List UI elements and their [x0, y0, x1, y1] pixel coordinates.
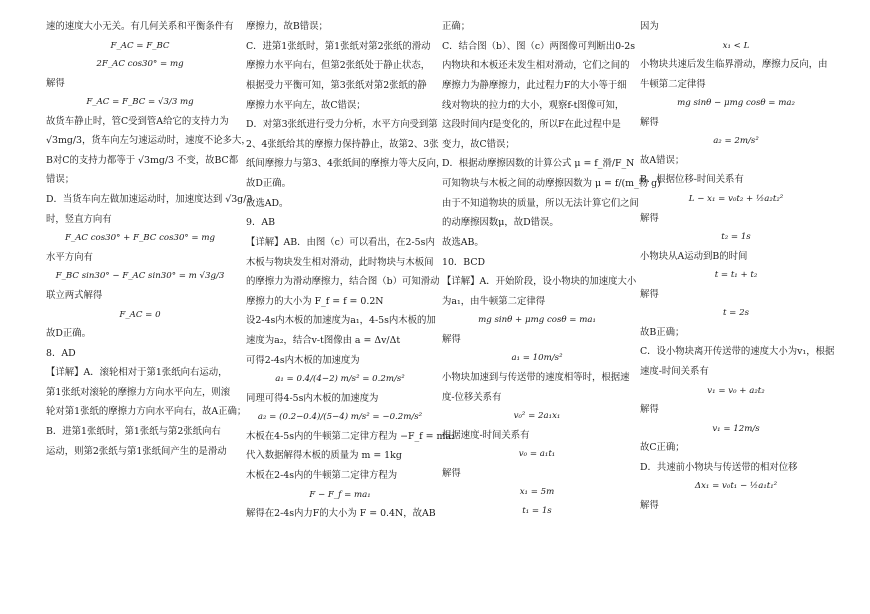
text-line: 的摩擦力为滑动摩擦力，结合图（b）可知滑动: [246, 276, 440, 288]
text-line: 摩擦力水平向右，但第2张纸处于静止状态，: [246, 60, 431, 72]
text-line: 牛顿第二定律得: [640, 78, 706, 90]
text-line: 纸间摩擦力与第3、4张纸间的摩擦力等大反向，: [246, 158, 446, 170]
text-line: 根据受力平衡可知，第3张纸对第2张纸的静: [246, 79, 427, 91]
text-column-4: [640, 20, 835, 608]
text-line: 解得: [442, 467, 461, 479]
text-line: 轮对第1张纸的摩擦力方向水平向右，故A正确；: [46, 406, 247, 418]
text-line: 解得: [46, 77, 65, 89]
text-line: 变力，故C错误；: [442, 138, 515, 150]
text-line: 小物块从A运动到B的时间: [640, 250, 748, 262]
text-line: 10．BCD: [442, 256, 486, 268]
text-line: 摩擦力为静摩擦力，此过程力F的大小等于细: [442, 79, 627, 91]
text-line: 联立两式解得: [46, 289, 103, 301]
text-line: 速的速度大小无关。有几何关系和平衡条件有: [46, 21, 234, 32]
text-line: D．对第3张纸进行受力分析，水平方向受到第: [246, 119, 438, 131]
text-line: C．设小物块离开传送带的速度大小为v₁，根据: [640, 346, 835, 358]
text-line: 解得: [640, 116, 659, 128]
text-line: 8．AD: [46, 347, 76, 359]
equation-line: F_AC = 0: [119, 309, 161, 320]
text-line: 解得: [640, 499, 659, 511]
text-line: D．根据动摩擦因数的计算公式 μ = f_滑/F_N: [442, 158, 635, 170]
equation-line: v₀ = a₁t₁: [518, 449, 556, 460]
equation-line: Δx₁ = v₀t₁ − ½a₁t₁²: [694, 481, 778, 492]
text-line: 解得: [640, 288, 659, 300]
text-line: 故货车静止时，管C受到管A给它的支持力为: [46, 115, 229, 127]
equation-line: v₁ = 12m/s: [712, 423, 760, 434]
equation-line: v₁ = v₀ + a₂t₂: [707, 385, 765, 396]
text-line: 速度-时间关系有: [640, 366, 709, 378]
equation-line: F_BC sin30° − F_AC sin30° = m √3g/3: [55, 271, 225, 282]
equation-line: mg sinθ + μmg cosθ = ma₁: [478, 315, 596, 326]
text-line: 内物块和木板还未发生相对滑动，它们之间的: [442, 60, 630, 72]
text-line: 线对物块的拉力f的大小，观察f-t图像可知，: [442, 99, 625, 111]
text-line: 可得2-4s内木板的加速度为: [246, 354, 360, 366]
text-line: 摩擦力水平向左，故C错误；: [246, 99, 366, 111]
text-line: 摩擦力的大小为 F_f = f = 0.2N: [246, 295, 384, 307]
text-line: C．结合图（b）、图（c）两图像可判断出0-2s: [442, 40, 636, 52]
text-line: D．共速前小物块与传送带的相对位移: [640, 461, 798, 473]
text-line: 正确；: [442, 21, 471, 32]
text-line: 【详解】A．开始阶段，设小物块的加速度大小: [442, 276, 637, 288]
text-line: 时，竖直方向有: [46, 213, 112, 225]
equation-line: F_AC cos30° + F_BC cos30° = mg: [64, 233, 216, 244]
text-line: 解得: [640, 212, 659, 224]
text-line: 9．AB: [246, 217, 275, 229]
equation-line: 2F_AC cos30° = mg: [96, 59, 184, 70]
text-line: 故D正确。: [246, 178, 292, 189]
text-line: 【详解】AB．由图（c）可以看出，在2-5s内: [246, 236, 435, 248]
text-line: 小物块加速到与传送带的速度相等时，根据速: [442, 371, 630, 383]
text-line: 解得: [442, 333, 461, 345]
text-line: 第1张纸对滚轮的摩擦力方向水平向左，则滚: [46, 386, 231, 398]
text-line: 解得: [640, 404, 659, 416]
equation-line: t = t₁ + t₂: [714, 270, 758, 281]
text-line: 故B正确；: [640, 326, 685, 338]
text-line: 故C正确；: [640, 442, 685, 454]
text-line: 木板在2-4s内的牛顿第二定律方程为: [246, 470, 398, 482]
text-line: 【详解】A．滚轮相对于第1张纸向右运动，: [46, 367, 228, 379]
text-line: 根据速度-时间关系有: [442, 429, 530, 441]
equation-line: mg sinθ − μmg cosθ = ma₂: [677, 98, 795, 109]
equation-line: a₂ = (0.2−0.4)/(5−4) m/s² = −0.2m/s²: [257, 412, 423, 423]
text-line: 故D正确。: [46, 327, 92, 339]
text-line: B对C的支持力都等于 √3mg/3 不变，故BC都: [46, 154, 239, 166]
equation-line: F_AC = F_BC = √3/3 mg: [86, 97, 194, 108]
equation-line: t₂ = 1s: [721, 232, 751, 243]
text-line: 的动摩擦因数μ，故D错误。: [442, 217, 559, 229]
equation-line: v₀² = 2a₁x₁: [513, 411, 561, 422]
text-line: 解得在2-4s内力F的大小为 F = 0.4N，故AB: [246, 508, 436, 520]
equation-line: L − x₁ = v₀t₂ + ½a₂t₂²: [688, 194, 784, 205]
text-line: D．当货车向左做加速运动时，加速度达到 √3g/3: [46, 194, 253, 206]
text-line: 因为: [640, 21, 659, 32]
text-line: 错误；: [46, 174, 75, 186]
equation-line: a₁ = 10m/s²: [511, 353, 563, 364]
text-line: 运动，则第2张纸与第1张纸间产生的是滑动: [46, 445, 227, 457]
equation-line: F − F_f = ma₁: [309, 489, 371, 500]
text-line: 故选AB。: [442, 236, 484, 248]
text-line: 摩擦力，故B错误；: [246, 21, 328, 32]
text-line: 故选AD。: [246, 197, 289, 209]
text-line: B．进第1张纸时，第1张纸与第2张纸向右: [46, 426, 221, 438]
text-line: 设2-4s内木板的加速度为a₁，4-5s内木板的加: [246, 315, 436, 327]
text-line: C．进第1张纸时，第1张纸对第2张纸的滑动: [246, 40, 431, 52]
equation-line: t = 2s: [723, 308, 749, 319]
text-line: 度-位移关系有: [442, 391, 502, 403]
text-line: 小物块共速后发生临界滑动，摩擦力反向，由: [640, 59, 828, 71]
text-line: 代入数据解得木板的质量为 m = 1kg: [246, 450, 402, 462]
equation-line: a₁ = 0.4/(4−2) m/s² = 0.2m/s²: [275, 374, 405, 385]
text-line: 可知物块与木板之间的动摩擦因数为 μ = f/(m_物 g): [442, 178, 661, 189]
text-line: B．根据位移-时间关系有: [640, 174, 744, 186]
text-line: 故A错误；: [640, 154, 685, 166]
text-line: 这段时间内f是变化的，所以F在此过程中是: [442, 119, 621, 131]
equation-line: t₁ = 1s: [522, 505, 552, 516]
text-line: 水平方向有: [46, 251, 93, 263]
text-column-1: [46, 20, 253, 608]
equation-line: F_AC = F_BC: [110, 40, 170, 51]
text-column-2: [246, 20, 455, 608]
text-line: 为a₁，由牛顿第二定律得: [442, 295, 546, 307]
text-line: √3mg/3，货车向左匀速运动时，速度不论多大，: [46, 135, 251, 147]
equation-line: x₁ = 5m: [519, 487, 555, 498]
text-line: 由于不知道物块的质量，所以无法计算它们之间: [442, 197, 639, 209]
text-line: 2、4张纸给其的摩擦力保持静止，故第2、3张: [246, 138, 439, 150]
text-line: 木板在4-5s内的牛顿第二定律方程为 −F_f = ma₂: [246, 430, 455, 442]
text-line: 速度为a₂，结合v-t图像由 a = Δv/Δt: [246, 335, 401, 346]
equation-line: x₁ < L: [722, 40, 750, 51]
text-line: 同理可得4-5s内木板的加速度为: [246, 392, 379, 404]
text-line: 木板与物块发生相对滑动，此时物块与木板间: [246, 256, 434, 268]
equation-line: a₂ = 2m/s²: [713, 136, 759, 147]
